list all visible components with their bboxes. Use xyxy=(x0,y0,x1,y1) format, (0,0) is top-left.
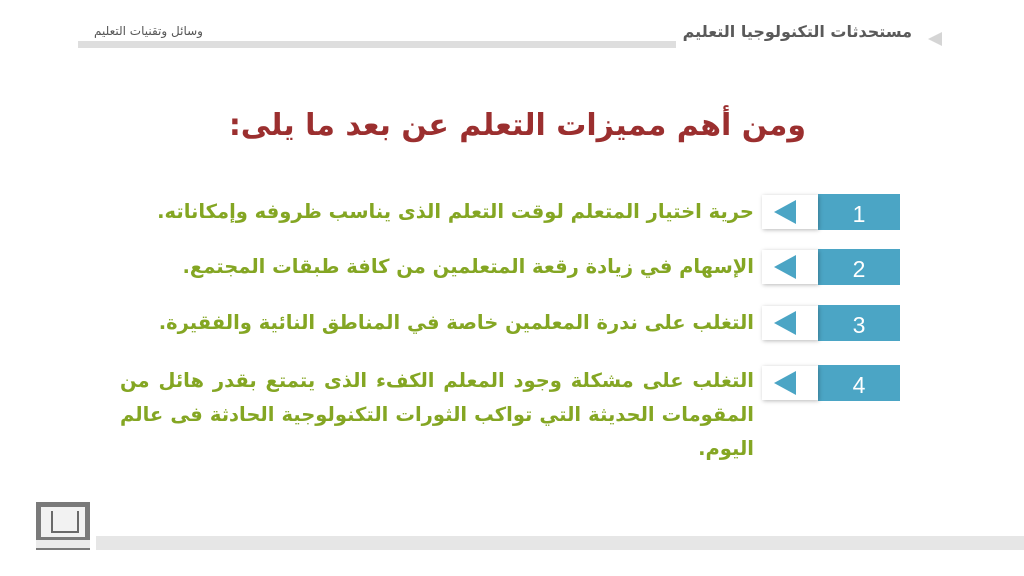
triangle-left-icon xyxy=(774,200,796,224)
item-number-badge: 2 xyxy=(818,249,900,285)
triangle-left-icon xyxy=(774,255,796,279)
item-number-badge: 3 xyxy=(818,305,900,341)
header-divider xyxy=(78,41,676,48)
item-text: الإسهام في زيادة رقعة المتعلمين من كافة طبقات المجتمع. xyxy=(182,255,754,278)
slide-title: ومن أهم مميزات التعلم عن بعد ما يلى: xyxy=(228,108,806,143)
header-subtitle: وسائل وتقنيات التعليم xyxy=(94,24,203,38)
item-text: التغلب على مشكلة وجود المعلم الكفء الذى يتمتع بقدر هائل من المقومات الحديثة التي تواكب الثورات التكنولوجية الحادثة فى عالم اليوم. xyxy=(120,369,754,460)
item-text: حرية اختيار المتعلم لوقت التعلم الذى يناسب ظروفه وإمكاناته. xyxy=(157,200,754,223)
item-number-badge: 1 xyxy=(818,194,900,230)
triangle-left-icon xyxy=(774,311,796,335)
triangle-left-icon xyxy=(774,371,796,395)
university-logo xyxy=(36,502,90,550)
item-text: التغلب على ندرة المعلمين خاصة في المناطق النائية والفقيرة. xyxy=(158,311,754,334)
header-triangle-icon xyxy=(928,32,942,46)
header-title: مستحدثات التكنولوجيا التعليم xyxy=(682,22,912,41)
footer-bar xyxy=(96,536,1024,550)
item-number-badge: 4 xyxy=(818,365,900,401)
